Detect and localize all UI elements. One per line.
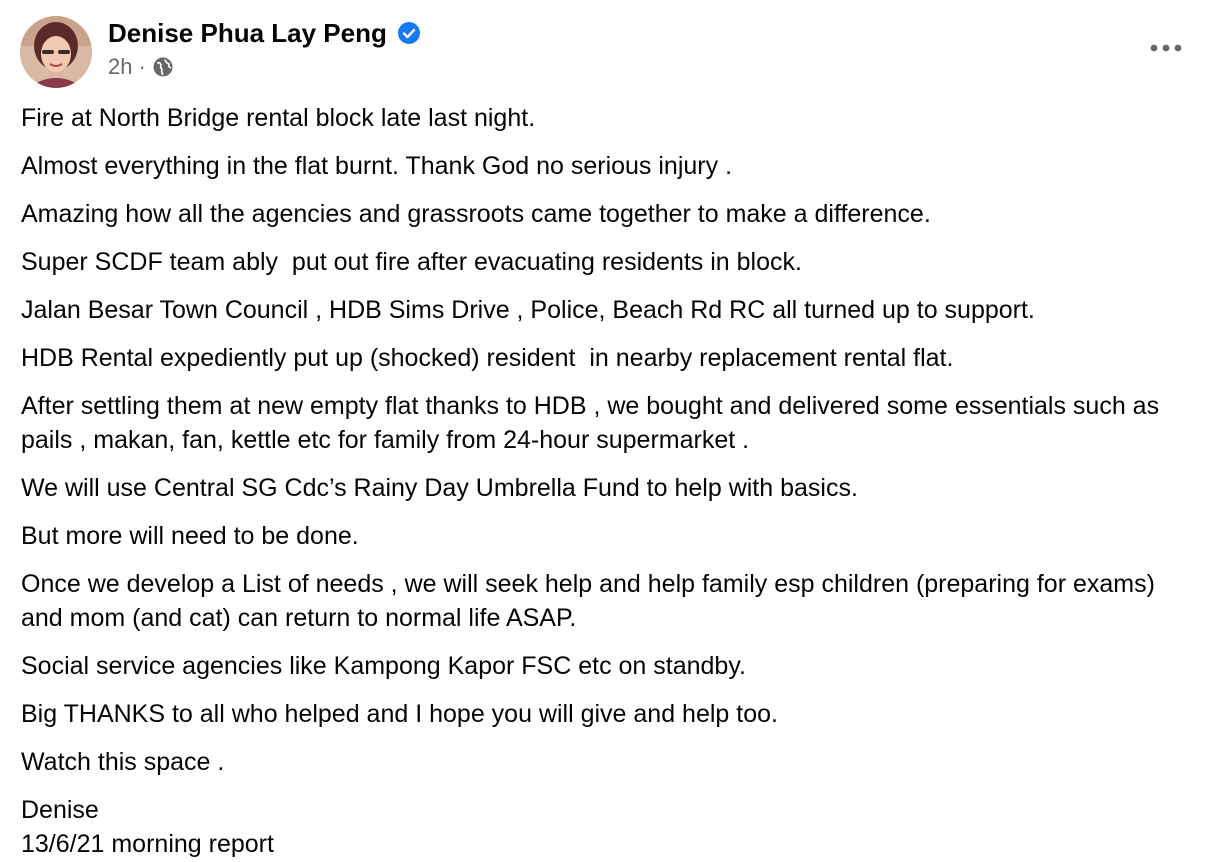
avatar-photo bbox=[20, 16, 92, 88]
post-paragraph: Almost everything in the flat burnt. Thank God no serious injury . bbox=[21, 152, 733, 180]
post-paragraph: Amazing how all the agencies and grassroots came together to make a difference. bbox=[21, 200, 931, 228]
post-paragraph: After settling them at new empty flat thanks to HDB , we bought and delivered some essentials such as pails , makan, fan, kettle etc for family from 24-hour supermarket . bbox=[21, 392, 1167, 454]
author-name[interactable]: Denise Phua Lay Peng bbox=[108, 18, 387, 48]
post-signature bbox=[21, 793, 1196, 861]
more-options-button[interactable] bbox=[1142, 30, 1190, 66]
post-paragraph: But more will need to be done. bbox=[21, 522, 359, 550]
post-paragraph: Super SCDF team ably put out fire after evacuating residents in block. bbox=[21, 248, 802, 276]
post-body bbox=[21, 101, 1196, 861]
post-paragraph: Once we develop a List of needs , we will seek help and help family esp children (preparing for exams) and mom (and cat) can return to normal life ASAP. bbox=[21, 570, 1162, 632]
globe-icon[interactable] bbox=[152, 56, 174, 78]
post-meta bbox=[108, 54, 174, 80]
author-avatar[interactable] bbox=[20, 16, 92, 88]
post-paragraph: Fire at North Bridge rental block late last night. bbox=[21, 104, 536, 132]
post-paragraph: We will use Central SG Cdc’s Rainy Day Umbrella Fund to help with basics. bbox=[21, 474, 858, 502]
meta-separator: · bbox=[138, 54, 146, 79]
verified-badge-icon bbox=[397, 21, 421, 45]
post-paragraph: Social service agencies like Kampong Kapor FSC etc on standby. bbox=[21, 652, 746, 680]
post-paragraph: Jalan Besar Town Council , HDB Sims Drive , Police, Beach Rd RC all turned up to support. bbox=[21, 296, 1035, 324]
post-header bbox=[20, 16, 1190, 88]
post-paragraph: HDB Rental expediently put up (shocked) resident in nearby replacement rental flat. bbox=[21, 344, 954, 372]
signature-note: 13/6/21 morning report bbox=[21, 830, 274, 858]
post-paragraph: Watch this space . bbox=[21, 748, 225, 776]
post-paragraph: Big THANKS to all who helped and I hope you will give and help too. bbox=[21, 700, 778, 728]
more-options-icon bbox=[1150, 44, 1182, 52]
post-timestamp[interactable]: 2h bbox=[108, 54, 133, 79]
signature-name: Denise bbox=[21, 796, 99, 824]
